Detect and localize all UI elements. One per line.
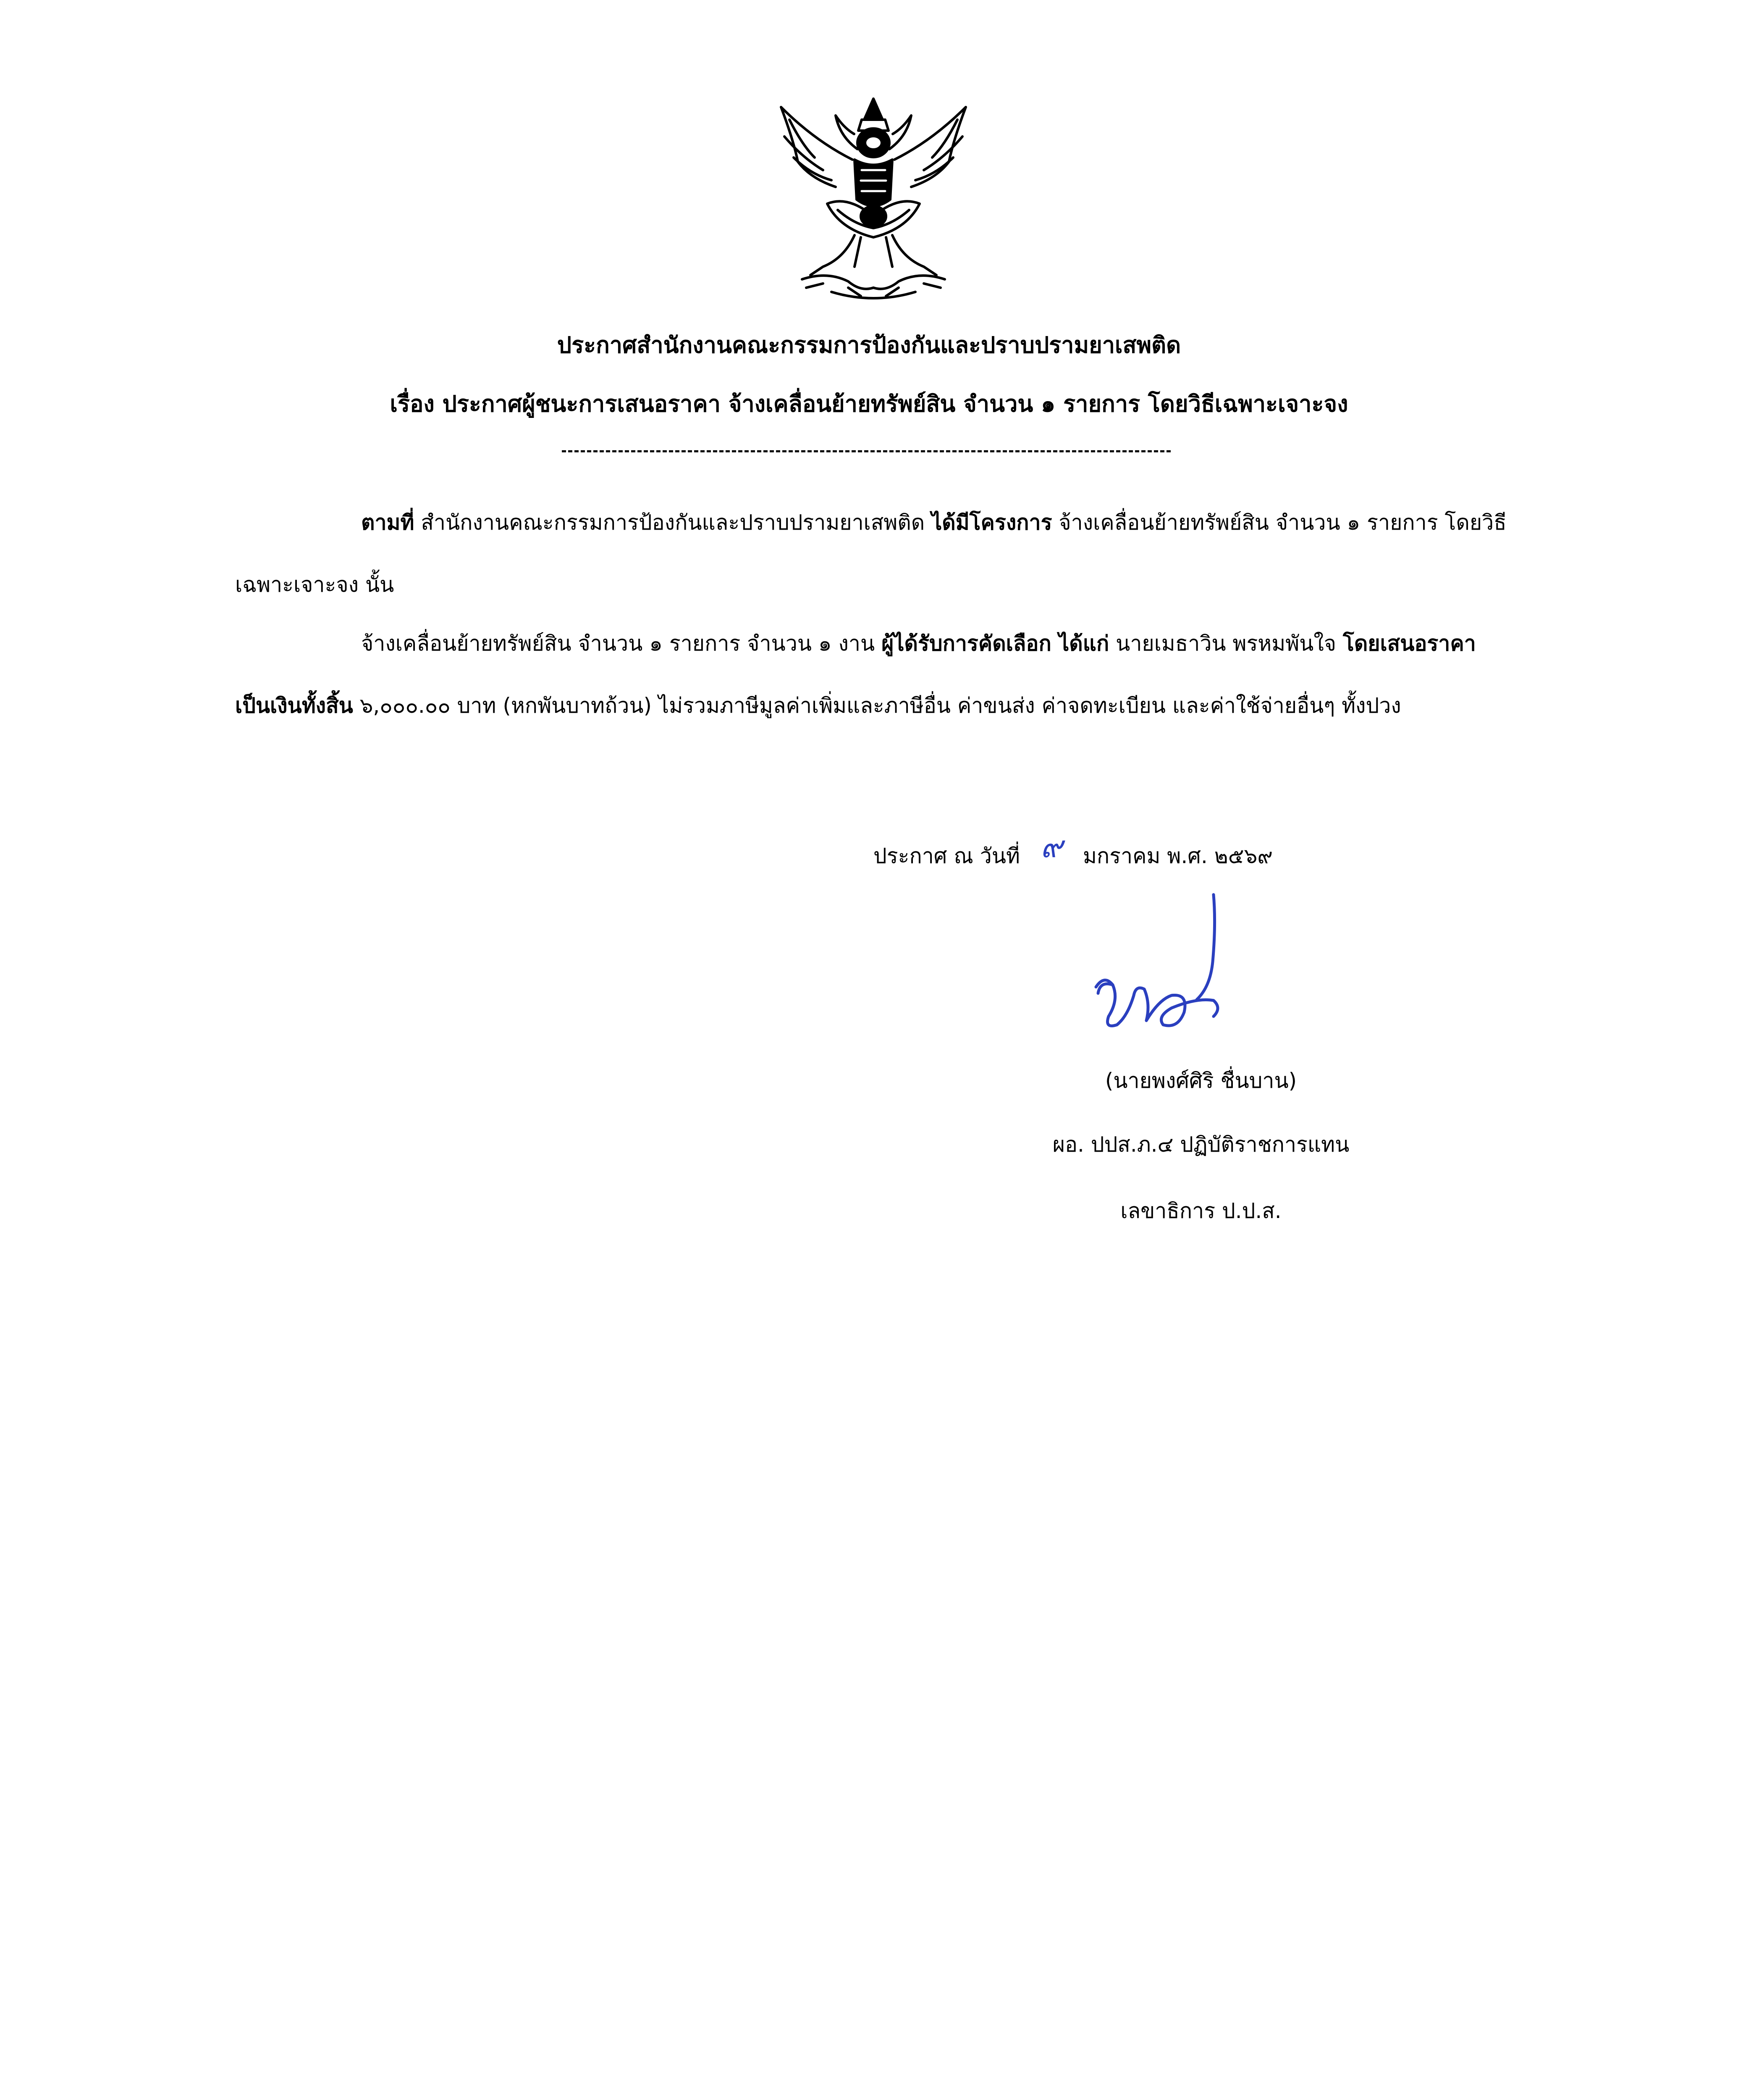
para2-item: จ้างเคลื่อนย้ายทรัพย์สิน จำนวน ๑ รายการ จำนวน ๑ งาน	[361, 631, 882, 656]
para2-winner-label: ผู้ได้รับการคัดเลือก ได้แก่	[881, 631, 1109, 656]
signatory-position: ผอ. ปปส.ภ.๔ ปฏิบัติราชการแทน	[1052, 1132, 1350, 1157]
para2-price-label: โดยเสนอราคา เป็นเงินทั้งสิ้น	[235, 631, 1476, 718]
announcement-subject: เรื่อง ประกาศผู้ชนะการเสนอราคา จ้างเคลื่อนย้ายทรัพย์สิน จำนวน ๑ รายการ โดยวิธีเฉพาะเจาะจง	[390, 391, 1348, 417]
divider	[562, 450, 1171, 452]
para1-project-label: ได้มีโครงการ	[931, 510, 1052, 535]
handwritten-signature	[1088, 890, 1264, 1050]
paragraph-1	[235, 491, 1512, 616]
para2-conditions: ไม่รวมภาษีมูลค่าเพิ่มและภาษีอื่น ค่าขนส่ง ค่าจดทะเบียน และค่าใช้จ่ายอื่นๆ ทั้งปวง	[658, 693, 1401, 718]
para1-project: จ้างเคลื่อนย้ายทรัพย์สิน จำนวน ๑ รายการ โดยวิธีเฉพาะเจาะจง นั้น	[235, 510, 1507, 597]
announcement-title: ประกาศสำนักงานคณะกรรมการป้องกันและปราบปรามยาเสพติด	[557, 332, 1181, 358]
signatory-name: (นายพงศ์ศิริ ชื่นบาน)	[1105, 1068, 1297, 1093]
date-month-year: มกราคม พ.ศ. ๒๕๖๙	[1083, 844, 1273, 868]
paragraph-2	[235, 612, 1512, 737]
para2-winner-name: นายเมธาวิน พรหมพันใจ	[1109, 631, 1343, 656]
date-prefix: ประกาศ ณ วันที่	[873, 844, 1020, 868]
para2-price: ๖,๐๐๐.๐๐ บาท (หกพันบาทถ้วน)	[353, 693, 658, 718]
date-line	[873, 829, 1273, 877]
signatory-title: เลขาธิการ ป.ป.ส.	[1120, 1199, 1282, 1223]
para1-agency: สำนักงานคณะกรรมการป้องกันและปราบปรามยาเสพติด	[414, 510, 932, 535]
handwritten-day: ๙	[1040, 829, 1063, 864]
para1-lead: ตามที่	[361, 510, 414, 535]
garuda-emblem-icon	[764, 90, 983, 304]
